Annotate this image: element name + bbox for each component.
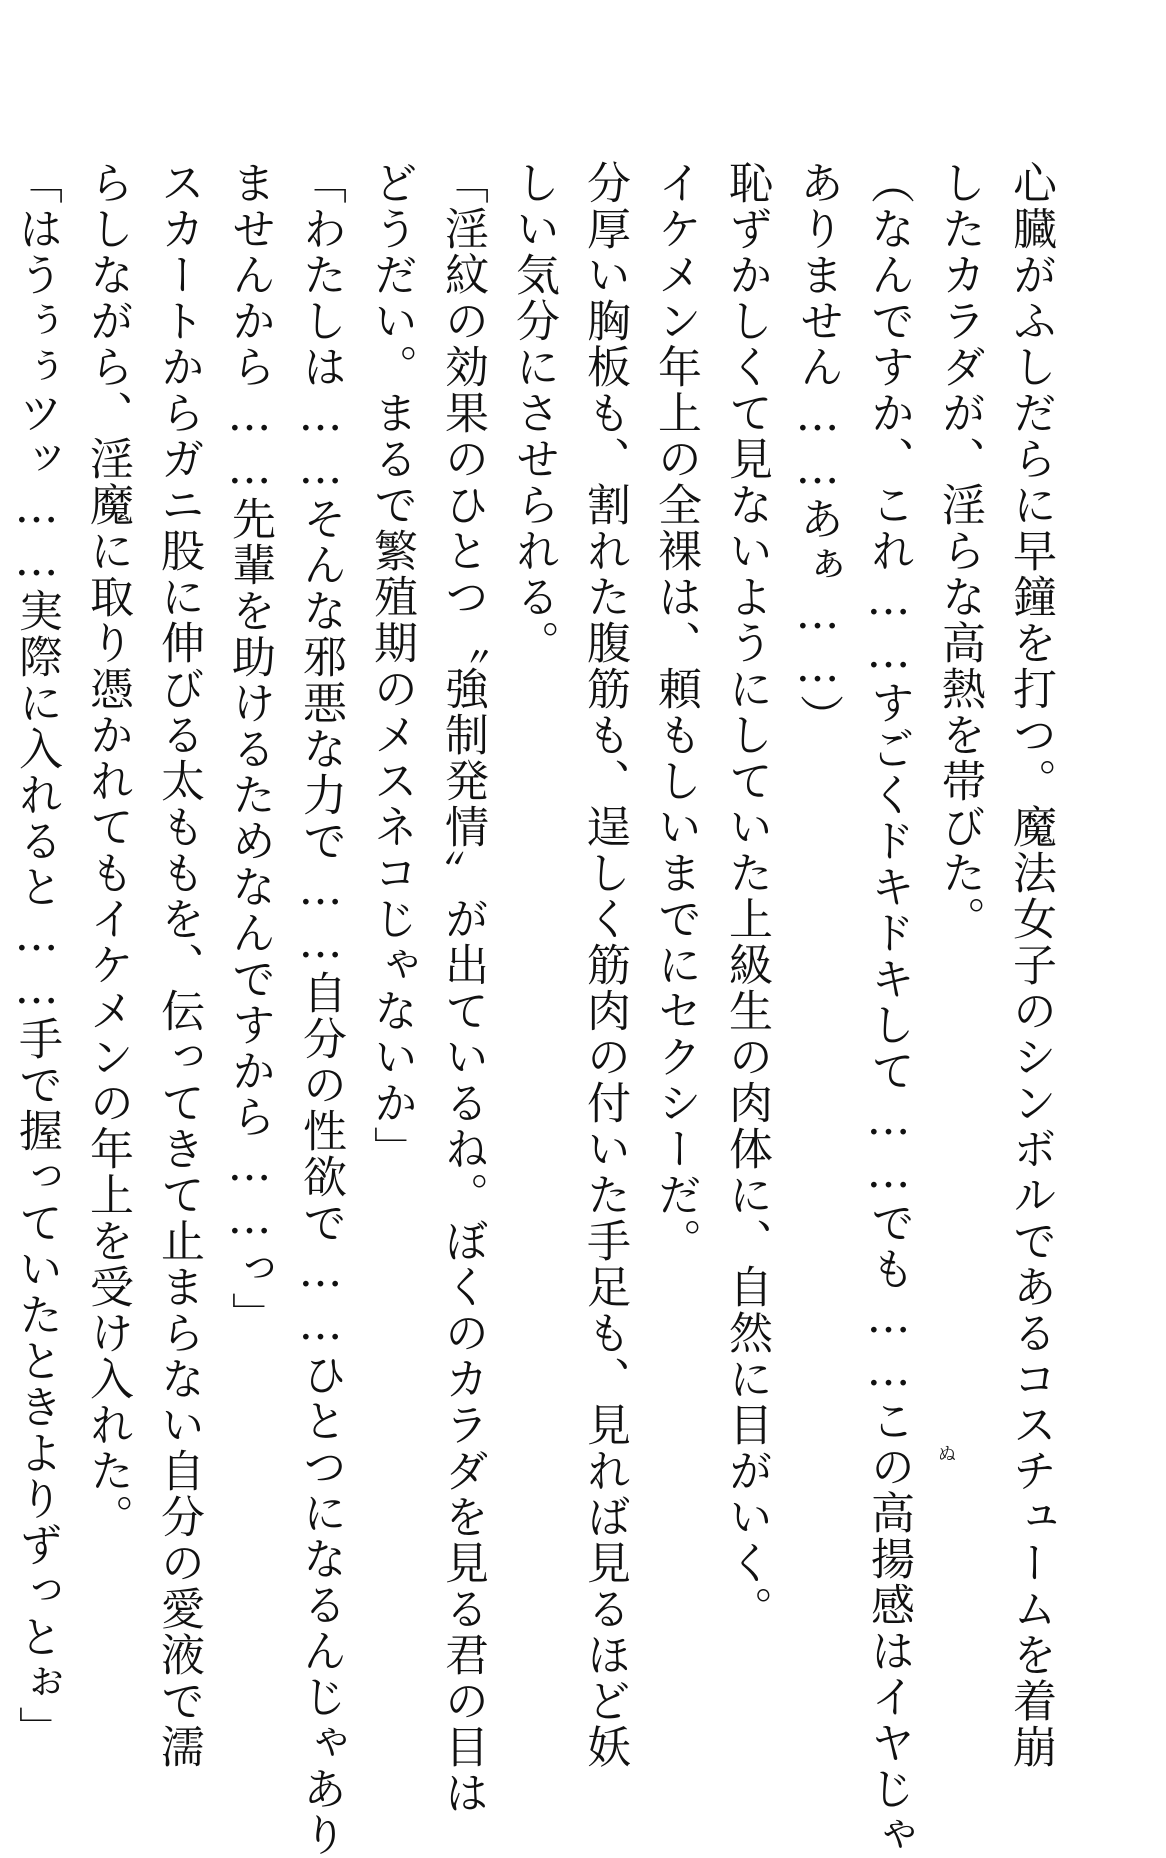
text-line-8: しい気分にさせられる。 [508,160,559,666]
text-line-7: 分厚い胸板も、割れた腹筋も、逞しく筋肉の付いた手足も、見れば見るほど妖 [579,160,630,1770]
text-line-9: 「淫紋の効果のひとつ〝強制発情〟が出ているね。ぼくのカラダを見る君の目は [437,160,488,1816]
text-line-1: 心臓がふしだらに早鐘を打つ。魔法女子のシンボルであるコスチュームを着崩 [1005,160,1056,1770]
text-line-11: 「わたしは……そんな邪悪な力で……自分の性欲で……ひとつになるんじゃあり [295,160,346,1858]
text-line-13: スカートからガニ股に伸びる太ももを、伝ってきて止まらない自分の愛液で濡 [153,160,204,1770]
text-line-10: どうだい。まるで繁殖期のメスネコじゃないか」 [366,160,417,1172]
text-line-4: ありません……あぁ……） [792,160,843,740]
text-line-6: イケメン年上の全裸は、頼もしいまでにセクシーだ。 [650,160,701,1264]
text-line-15: 「はうぅぅツッ……実際に入れると……手で握っていたときよりずっとぉ」 [11,160,62,1752]
text-line-12: ませんから……先輩を助けるためなんですから……っ」 [224,160,275,1338]
ruby-annotation: ぬ [938,1444,956,1465]
text-line-2: したカラダが、淫らな高熱を帯びた。 [934,160,985,942]
text-line-5: 恥ずかしくて見ないようにしていた上級生の肉体に、自然に目がいく。 [721,160,772,1632]
text-line-3: （なんですか、これ……すごくドキドキして……でも……この高揚感はイヤじゃ [863,160,914,1858]
text-line-14: らしながら、淫魔に取り憑かれてもイケメンの年上を受け入れた。 [82,160,133,1540]
novel-text [1,160,1066,1858]
